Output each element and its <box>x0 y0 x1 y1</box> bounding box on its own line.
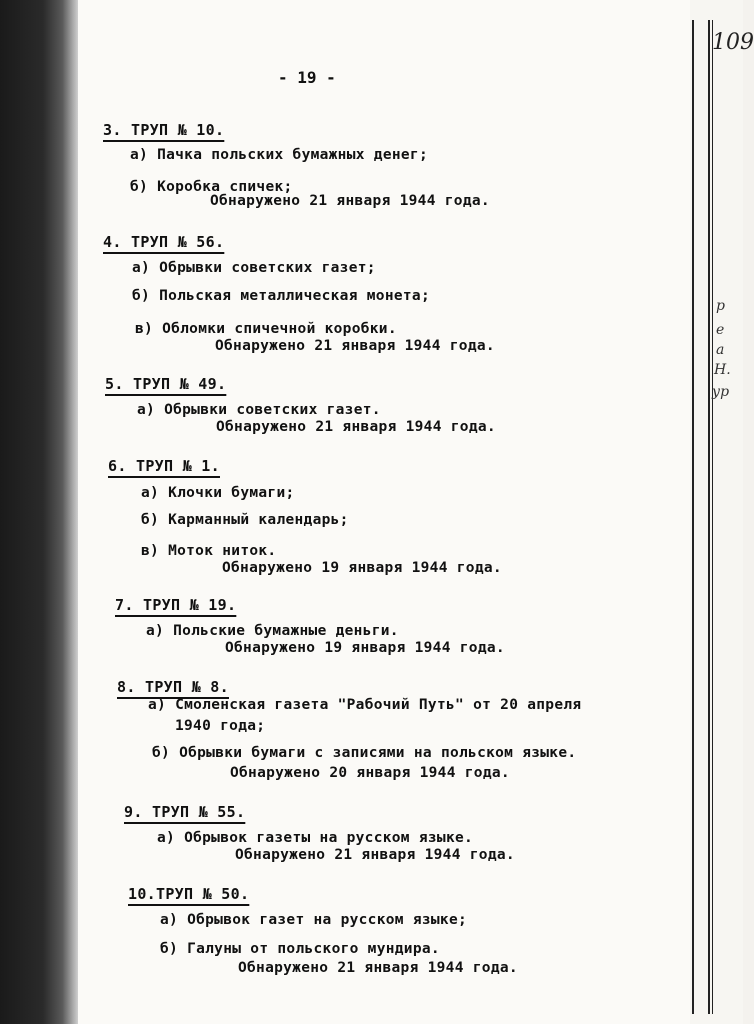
item-line: а) Смоленская газета "Рабочий Путь" от 20 апреля <box>148 697 582 713</box>
item-line: а) Обрывок газет на русском языке; <box>160 912 468 928</box>
item-line: а) Пачка польских бумажных денег; <box>130 147 428 163</box>
margin-mark: Н. <box>714 362 731 378</box>
item-line: в) Моток ниток. <box>141 543 277 559</box>
found-date: Обнаружено 19 января 1944 года. <box>222 560 502 576</box>
margin-mark: а <box>716 342 725 358</box>
item-line: 1940 года; <box>175 718 266 734</box>
archive-page-number-note: 109 <box>712 30 754 55</box>
margin-mark: е <box>716 322 725 338</box>
found-date: Обнаружено 20 января 1944 года. <box>230 765 510 781</box>
found-date: Обнаружено 21 января 1944 года. <box>210 193 490 209</box>
item-line: в) Обломки спичечной коробки. <box>135 321 397 337</box>
page-edge-line <box>708 20 710 1014</box>
section-heading: 5. ТРУП № 49. <box>105 375 227 393</box>
item-line: б) Обрывки бумаги с записями на польском языке. <box>152 745 577 761</box>
found-date: Обнаружено 21 января 1944 года. <box>235 847 515 863</box>
margin-mark: р <box>716 298 725 314</box>
found-date: Обнаружено 19 января 1944 года. <box>225 640 505 656</box>
section-heading: 4. ТРУП № 56. <box>103 233 225 251</box>
item-line: а) Обрывки советских газет. <box>137 402 381 418</box>
section-heading: 9. ТРУП № 55. <box>124 803 246 821</box>
item-line: б) Карманный календарь; <box>141 512 349 528</box>
item-line: б) Галуны от польского мундира. <box>160 941 440 957</box>
found-date: Обнаружено 21 января 1944 года. <box>216 419 496 435</box>
section-heading: 3. ТРУП № 10. <box>103 121 225 139</box>
margin-mark: ур <box>712 384 730 400</box>
section-heading: 7. ТРУП № 19. <box>115 596 237 614</box>
found-date: Обнаружено 21 января 1944 года. <box>215 338 495 354</box>
item-line: а) Клочки бумаги; <box>141 485 295 501</box>
section-heading: 6. ТРУП № 1. <box>108 457 220 475</box>
item-line: а) Польские бумажные деньги. <box>146 623 399 639</box>
book-spine-shadow <box>0 0 78 1024</box>
found-date: Обнаружено 21 января 1944 года. <box>238 960 518 976</box>
page-edge-line <box>692 20 694 1014</box>
adjacent-page-edge <box>690 0 743 1024</box>
section-heading: 10.ТРУП № 50. <box>128 885 250 903</box>
item-line: а) Обрывок газеты на русском языке. <box>157 830 474 846</box>
section-heading: 8. ТРУП № 8. <box>117 678 229 696</box>
item-line: а) Обрывки советских газет; <box>132 260 376 276</box>
item-line: б) Коробка спичек; <box>130 179 293 195</box>
item-line: б) Польская металлическая монета; <box>132 288 430 304</box>
page-edge-line <box>712 20 713 1014</box>
page-number: - 19 - <box>278 68 336 87</box>
